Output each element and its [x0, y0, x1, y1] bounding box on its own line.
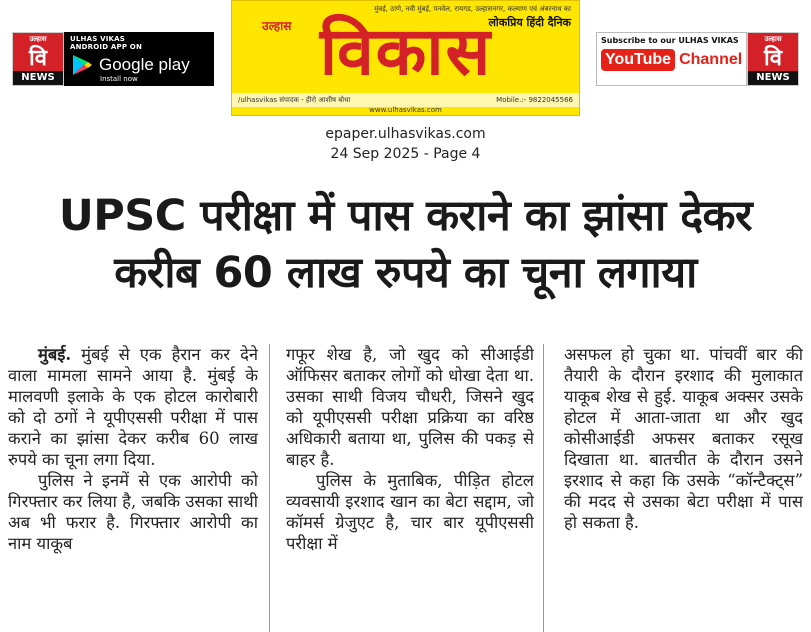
install-now-text: Install now	[100, 75, 138, 83]
play-store-promo[interactable]	[12, 32, 214, 86]
logo-top-text: उल्हास	[13, 33, 63, 45]
youtube-subscribe-text: Subscribe to our ULHAS VIKAS	[601, 36, 739, 45]
headline-line-2: करीब 60 लाख रुपये का चूना लगाया	[114, 248, 697, 298]
paragraph-text: मुंबई से एक हैरान कर देने वाला मामला सामने आया है. मुंबई के मालवणी इलाके के एक होटल कारोबारी को दो ठगों ने यूपीएससी परीक्षा में पास कराने का झांसा देकर करीब 60 लाख रुपये का चूना लगा दिया.	[8, 345, 258, 469]
logo-top-text: उल्हास	[748, 33, 798, 45]
newspaper-header	[0, 0, 811, 120]
epaper-date-page: 24 Sep 2025 - Page 4	[330, 146, 481, 162]
paragraph: पुलिस ने इनमें से एक आरोपी को गिरफ्तार कर लिया है, जबकि उसका साथी अब भी फरार है. गिरफ्तार आरोपी का नाम याकूब	[8, 471, 258, 553]
masthead-small-title: उल्हास	[262, 19, 292, 33]
article-column-3	[564, 344, 803, 632]
youtube-channel-text: Channel	[679, 51, 743, 68]
logo-mid-text: वि	[13, 45, 63, 73]
ulhas-vikas-news-logo-right	[747, 32, 799, 86]
article-column-1	[8, 344, 258, 632]
logo-bottom-text: NEWS	[748, 71, 798, 85]
dateline: मुंबई.	[38, 345, 72, 364]
google-play-icon	[70, 53, 94, 77]
epaper-meta	[0, 124, 811, 164]
play-small-text: ANDROID APP ON	[70, 43, 143, 51]
youtube-promo[interactable]	[596, 32, 799, 86]
paragraph	[8, 344, 258, 470]
logo-mid-text: वि	[748, 45, 798, 73]
masthead	[231, 0, 580, 116]
ulhas-vikas-news-logo	[12, 32, 64, 86]
headline-line-1: UPSC परीक्षा में पास कराने का झांसा देकर	[58, 191, 753, 241]
article-column-2	[286, 344, 534, 632]
masthead-tagline: लोकप्रिय हिंदी दैनिक	[488, 16, 571, 29]
play-brand-text: ULHAS VIKAS	[70, 35, 126, 43]
google-play-badge[interactable]	[64, 32, 214, 86]
masthead-website[interactable]: www.ulhasvikas.com	[369, 106, 442, 114]
youtube-channel-badge[interactable]	[596, 32, 747, 86]
article-headline	[0, 188, 811, 302]
paragraph: गफूर शेख है, जो खुद को सीआईडी ऑफिसर बताकर लोगों को धोखा देता था. उसका साथी विजय चौधरी, जिसने खुद को यूपीएससी परीक्षा प्रक्रिया का वरिष्ठ अधिकारी बताया था, पुलिस की पकड़ से बाहर है.	[286, 345, 534, 469]
paragraph: पुलिस के मुताबिक, पीड़ित होटल व्यवसायी इरशाद खान का बेटा सद्दाम, जो कॉमर्स ग्रेजुएट है, चार बार यूपीएससी परीक्षा में	[286, 471, 534, 553]
masthead-editor: /ulhasvikas संपादक - हीरो आशीष बोधा	[238, 96, 351, 104]
youtube-you: You	[605, 51, 635, 68]
youtube-tube: Tube	[634, 51, 672, 68]
logo-bottom-text: NEWS	[13, 71, 63, 85]
masthead-cities: मुंबई, ठाणे, नवी मुंबई, पनवेल, रायगड, उल्हासनगर, कल्याण एवं अंबरनाथ का	[374, 5, 571, 13]
epaper-site[interactable]: epaper.ulhasvikas.com	[325, 126, 486, 142]
article-body	[8, 344, 803, 632]
paragraph: असफल हो चुका था. पांचवीं बार की तैयारी के दौरान इरशाद की मुलाकात याकूब शेख से हुई. याकूब अक्सर उसके होटल में आता-जाता था और खुद कोसीआईडी अफसर बताकर रसूख दिखाता था. बातचीत के दौरान उसने इरशाद से कहा कि उसके “कॉन्टैक्ट्स” की मदद से उसका बेटा परीक्षा में पास हो सकता है.	[564, 345, 803, 532]
masthead-mobile: Mobile.:- 9822045566	[496, 96, 573, 104]
youtube-icon	[601, 49, 675, 71]
masthead-title: विकास	[319, 13, 493, 90]
google-play-label: Google play	[99, 55, 190, 74]
